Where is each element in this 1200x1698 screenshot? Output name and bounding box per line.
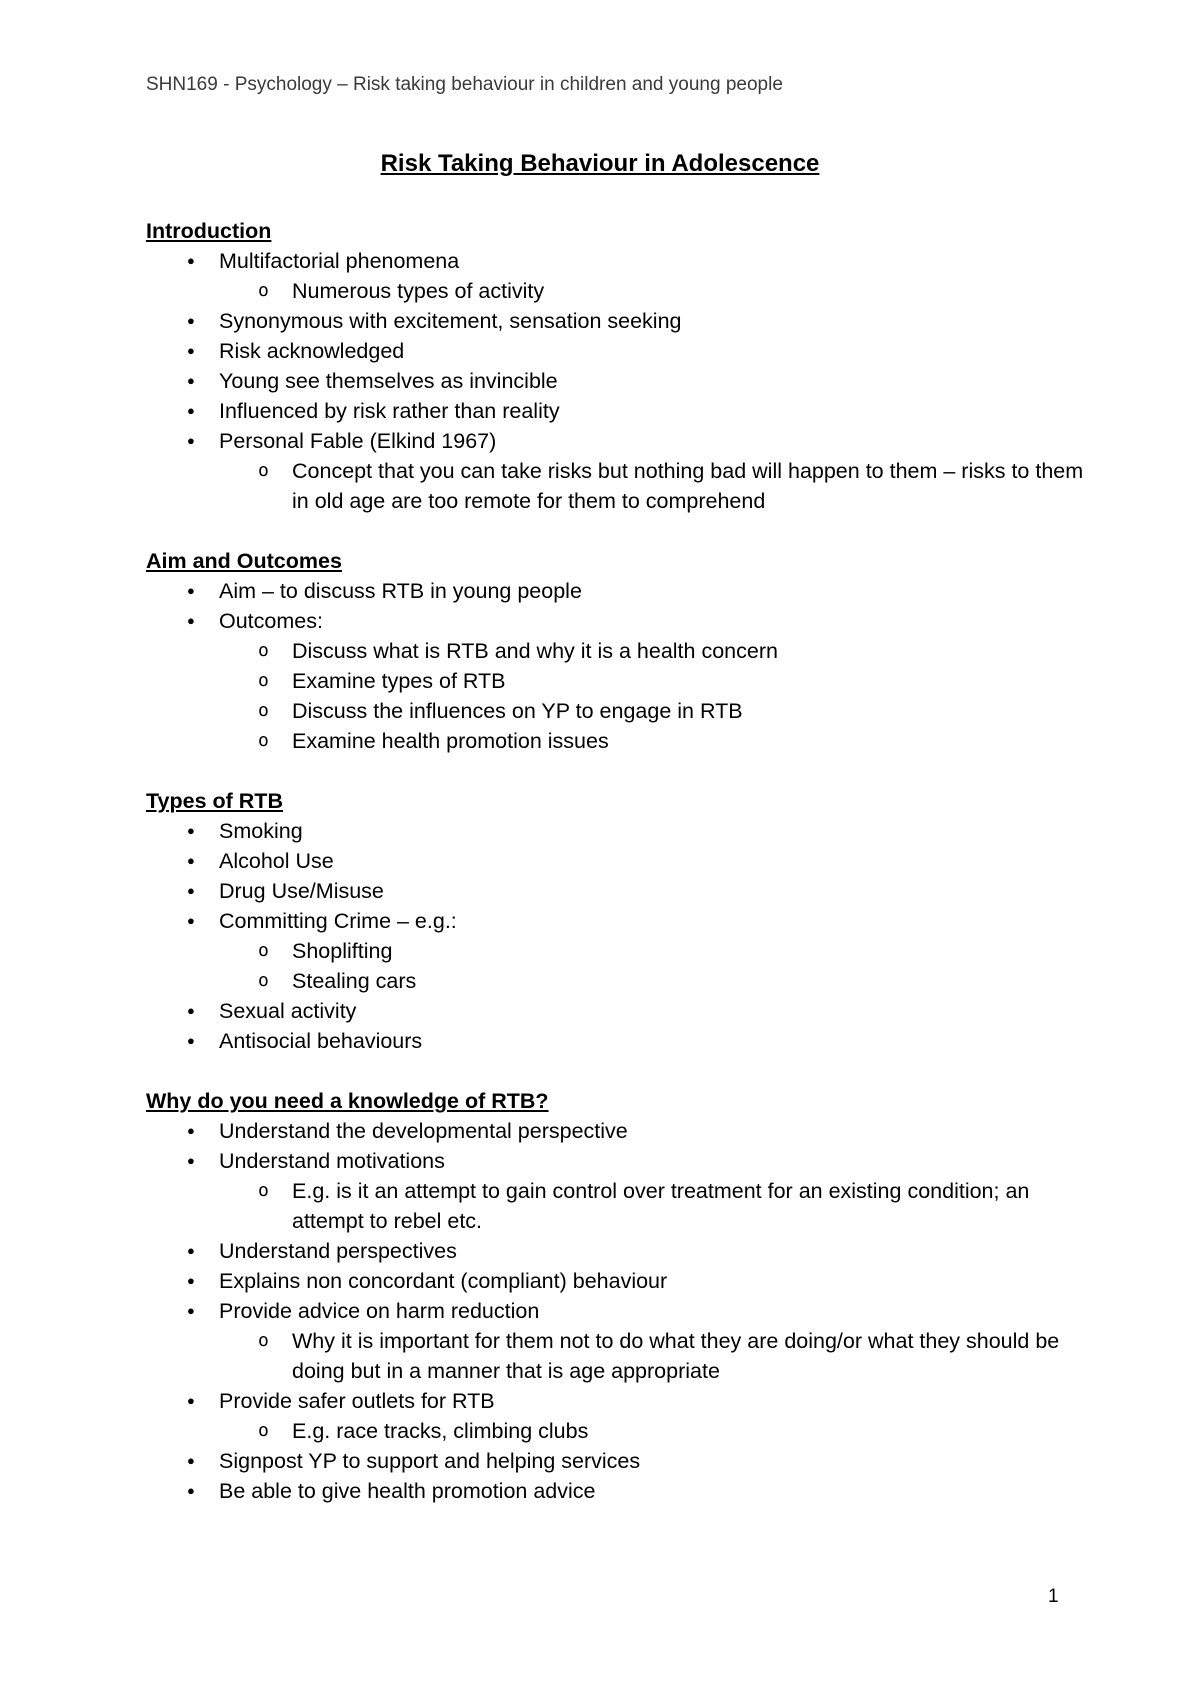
sub-list-item: o Shoplifting — [219, 936, 1086, 966]
list-item: ● Synonymous with excitement, sensation seeking — [146, 306, 1086, 336]
sub-list-item: o Examine health promotion issues — [219, 726, 1086, 756]
list-item: ● Be able to give health promotion advice — [146, 1476, 1086, 1506]
sub-list-item: o Stealing cars — [219, 966, 1086, 996]
sub-list-item: o Examine types of RTB — [219, 666, 1086, 696]
section-introduction — [146, 216, 1086, 516]
list-item: ● Sexual activity — [146, 996, 1086, 1026]
sub-list-item: o Concept that you can take risks but nothing bad will happen to them – risks to them in old age are too remote for them to comprehend — [219, 456, 1086, 516]
list-item — [146, 906, 1086, 996]
sub-list-item: o Why it is important for them not to do what they are doing/or what they should be doing but in a manner that is age appropriate — [219, 1326, 1086, 1386]
section-why-knowledge — [146, 1086, 1086, 1506]
list-item — [146, 1296, 1086, 1386]
section-heading: Introduction — [146, 219, 272, 243]
list-item-text: Understand motivations — [219, 1149, 445, 1173]
sub-list — [219, 276, 1086, 306]
list-item-text: Provide safer outlets for RTB — [219, 1389, 495, 1413]
document-body — [146, 216, 1086, 1536]
list-item — [146, 246, 1086, 306]
section-heading: Aim and Outcomes — [146, 549, 342, 573]
sub-list — [219, 1176, 1086, 1236]
list-item: ● Alcohol Use — [146, 846, 1086, 876]
list-item: ● Influenced by risk rather than reality — [146, 396, 1086, 426]
list-item-text: Outcomes: — [219, 609, 323, 633]
list-item-text: Personal Fable (Elkind 1967) — [219, 429, 497, 453]
sub-list — [219, 1416, 1086, 1446]
list-item: ● Explains non concordant (compliant) behaviour — [146, 1266, 1086, 1296]
list-item: ● Smoking — [146, 816, 1086, 846]
section-heading: Why do you need a knowledge of RTB? — [146, 1089, 549, 1113]
bullet-list — [146, 1116, 1086, 1506]
list-item: ● Drug Use/Misuse — [146, 876, 1086, 906]
page-number: 1 — [1048, 1586, 1059, 1607]
sub-list-item: o E.g. is it an attempt to gain control over treatment for an existing condition; an attempt to rebel etc. — [219, 1176, 1086, 1236]
list-item: ● Antisocial behaviours — [146, 1026, 1086, 1056]
section-types-of-rtb — [146, 786, 1086, 1056]
list-item: ● Understand perspectives — [146, 1236, 1086, 1266]
list-item: ● Aim – to discuss RTB in young people — [146, 576, 1086, 606]
list-item — [146, 1386, 1086, 1446]
sub-list — [219, 1326, 1086, 1386]
section-aim-and-outcomes — [146, 546, 1086, 756]
sub-list — [219, 936, 1086, 996]
list-item: ● Risk acknowledged — [146, 336, 1086, 366]
bullet-list — [146, 576, 1086, 756]
list-item: ● Understand the developmental perspective — [146, 1116, 1086, 1146]
bullet-list — [146, 816, 1086, 1056]
list-item — [146, 426, 1086, 516]
document-title: Risk Taking Behaviour in Adolescence — [380, 150, 820, 177]
list-item-text: Committing Crime – e.g.: — [219, 909, 457, 933]
bullet-list — [146, 246, 1086, 516]
sub-list-item: o E.g. race tracks, climbing clubs — [219, 1416, 1086, 1446]
section-heading: Types of RTB — [146, 789, 283, 813]
list-item: ● Young see themselves as invincible — [146, 366, 1086, 396]
sub-list-item: o Discuss what is RTB and why it is a health concern — [219, 636, 1086, 666]
list-item — [146, 606, 1086, 756]
sub-list — [219, 456, 1086, 516]
sub-list-item: o Discuss the influences on YP to engage in RTB — [219, 696, 1086, 726]
list-item-text: Multifactorial phenomena — [219, 249, 460, 273]
list-item — [146, 1146, 1086, 1236]
sub-list — [219, 636, 1086, 756]
sub-list-item: o Numerous types of activity — [219, 276, 1086, 306]
list-item-text: Provide advice on harm reduction — [219, 1299, 540, 1323]
list-item: ● Signpost YP to support and helping services — [146, 1446, 1086, 1476]
running-header: SHN169 - Psychology – Risk taking behaviour in children and young people — [146, 74, 783, 95]
